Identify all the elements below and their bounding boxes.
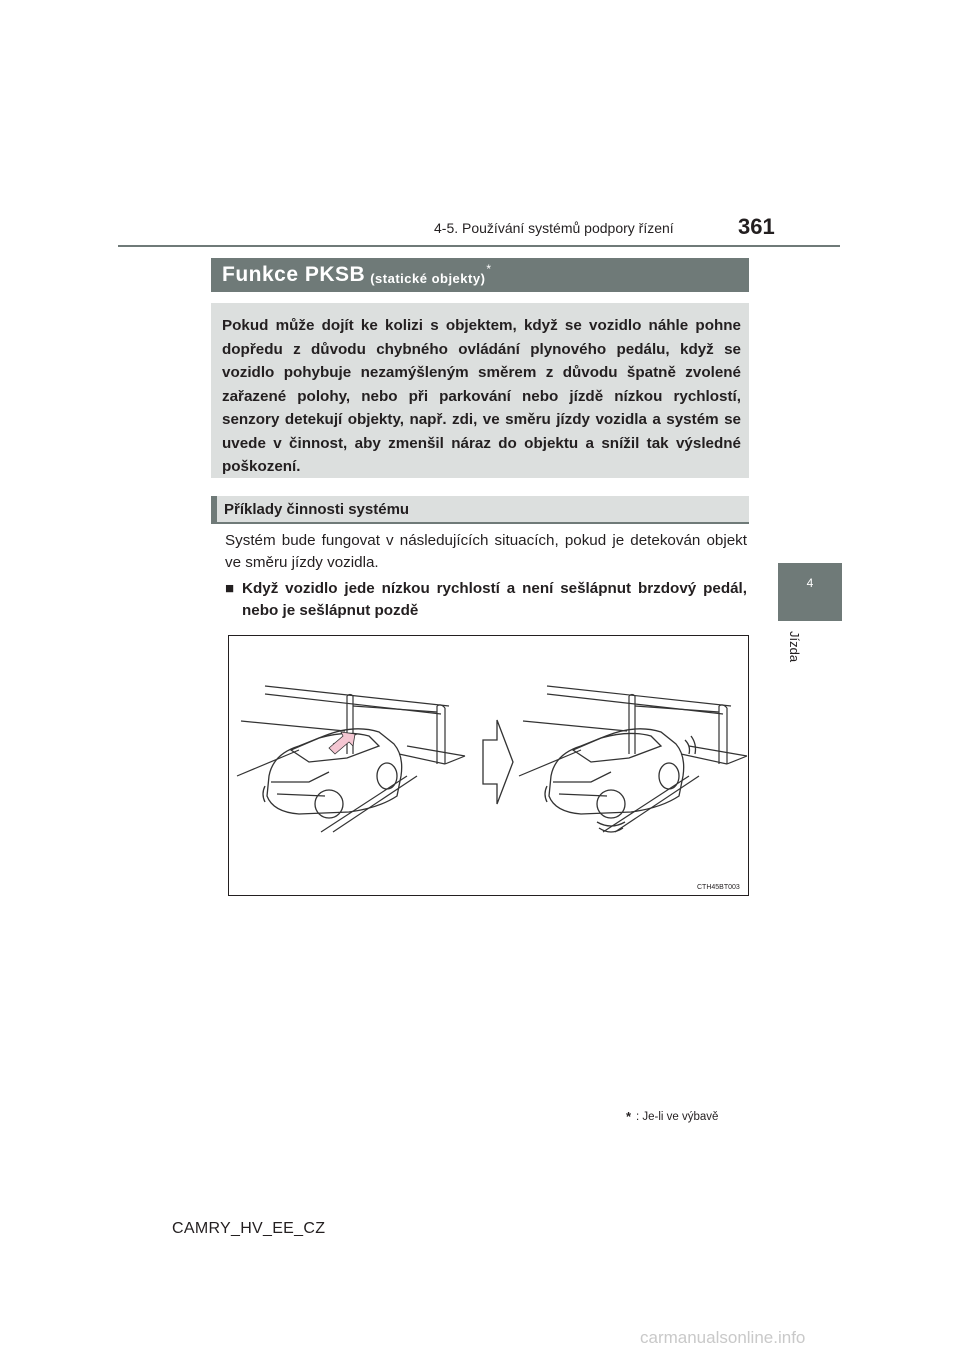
chapter-tab-number: 4 <box>806 576 814 590</box>
page-number: 361 <box>738 214 775 239</box>
car-right <box>545 729 696 832</box>
body-paragraph: Systém bude fungovat v následujících situacích, pokud je detekován objekt ve směru jízdy vozidla. <box>225 532 747 571</box>
transition-arrow-icon <box>483 720 513 804</box>
header-section-title: 4-5. Používání systémů podpory řízení <box>434 220 674 236</box>
intro-box <box>211 303 749 478</box>
watermark-link[interactable]: carmanualsonline.info <box>640 1328 806 1347</box>
subheading: Příklady činnosti systému <box>224 501 410 518</box>
wall-right <box>519 686 747 832</box>
intro-text: Pokud může dojít ke kolizi s objektem, když se vozidlo náhle pohne dopředu z důvodu chybného ovládání plynového pedálu, když se vozidlo pohybuje nezamýšleným směrem z důvodu špatně zvolené zařazené polohy, nebo při parkování nebo jízdě nízkou rychlostí, senzory detekují objekty, např. zdi, ve směru jízdy vozidla a systém se uvede v činnost, aby zmenšil náraz do objektu a snížil tak výsledné poškození. <box>222 317 741 475</box>
illustration-figure <box>228 635 749 896</box>
section-title-subtitle: (statické objekty) <box>370 270 486 286</box>
section-title-footnote-marker: * <box>486 262 492 276</box>
document-code: CAMRY_HV_EE_CZ <box>172 1220 326 1237</box>
footnote-marker: * <box>626 1109 632 1124</box>
header-divider <box>118 245 840 247</box>
bullet-heading: Když vozidlo jede nízkou rychlostí a není sešlápnut brzdový pedál, nebo je sešlápnut pozdě <box>242 580 747 619</box>
chapter-tab <box>778 563 842 621</box>
section-title: Funkce PKSB <box>222 263 366 286</box>
chapter-tab-label: Jízda <box>787 631 802 663</box>
footnote-text: : Je-li ve výbavě <box>636 1111 719 1123</box>
section-title-bar <box>211 258 749 292</box>
bullet-square-icon: ■ <box>225 580 235 597</box>
figure-code: CTH45BT003 <box>697 884 740 891</box>
car-approaching-wall-illustration <box>229 636 748 895</box>
subheading-accent <box>211 496 217 524</box>
wall-left <box>237 686 465 832</box>
car-left <box>263 729 402 818</box>
